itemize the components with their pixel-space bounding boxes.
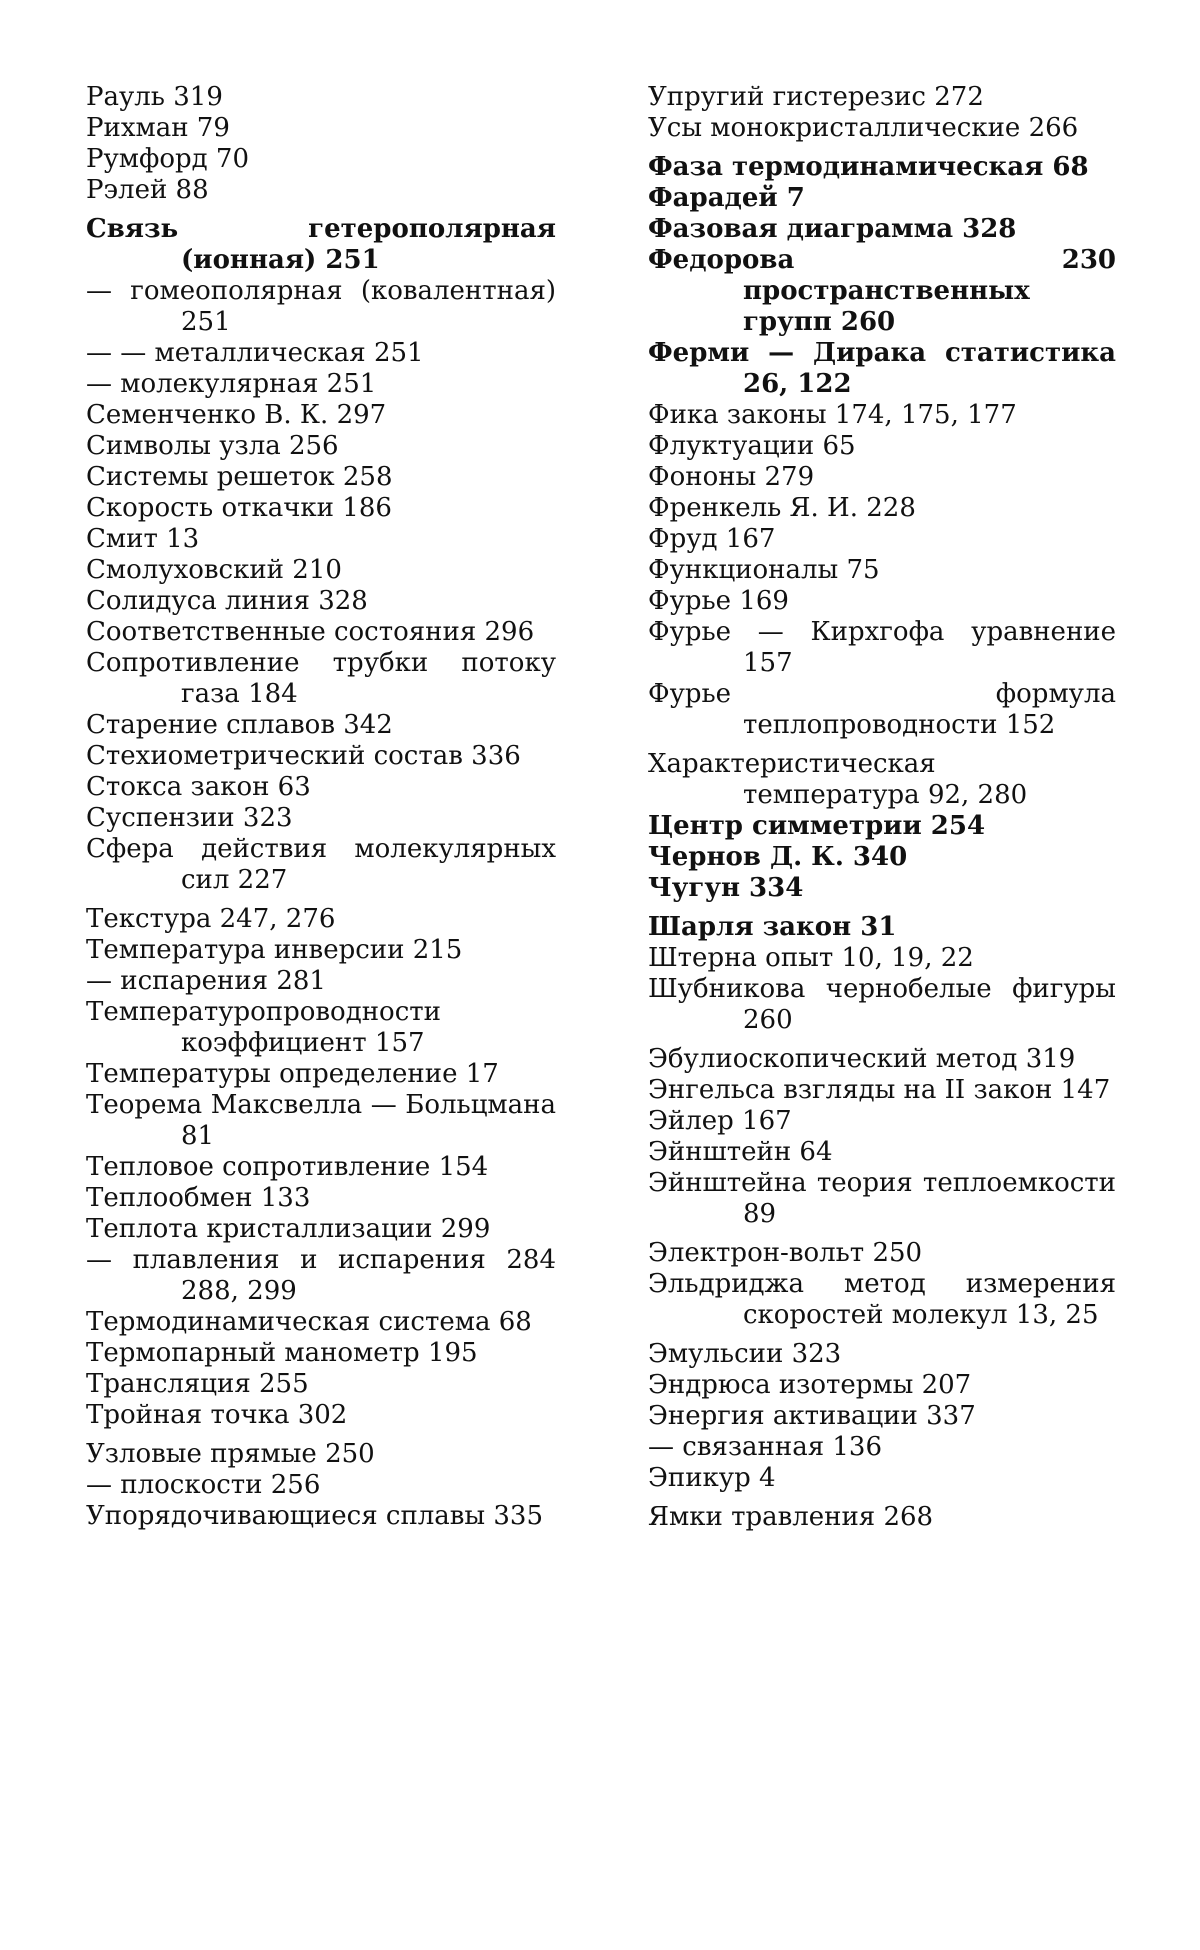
- index-entry: Флуктуации 65: [648, 431, 856, 461]
- index-entry: Тепловое сопротивление 154: [86, 1152, 489, 1182]
- index-entry: Рэлей 88: [86, 175, 209, 205]
- index-entry: Ямки травления 268: [648, 1502, 934, 1532]
- index-entry: Теорема Максвелла — Больцмана 81: [86, 1090, 556, 1151]
- index-entry: — плавления и испарения 284 288, 299: [86, 1245, 556, 1306]
- index-entry: Термодинамическая система 68: [86, 1307, 532, 1337]
- index-entry: Тройная точка 302: [86, 1400, 348, 1430]
- index-entry: Солидуса линия 328: [86, 586, 368, 616]
- index-entry: Сопротивление трубки потоку газа 184: [86, 648, 556, 709]
- index-entry: Федорова 230 пространственных групп 260: [648, 245, 1116, 337]
- index-entry: — плоскости 256: [86, 1470, 321, 1500]
- index-entry: Упругий гистерезис 272: [648, 82, 984, 112]
- index-entry: Теплообмен 133: [86, 1183, 311, 1213]
- index-entry: Стехиометрический состав 336: [86, 741, 521, 771]
- index-entry: Ферми — Дирака статистика 26, 122: [648, 338, 1116, 399]
- index-column-left: [86, 82, 556, 1532]
- index-entry: Системы решеток 258: [86, 462, 393, 492]
- index-entry: — молекулярная 251: [86, 369, 377, 399]
- index-entry: Эндрюса изотермы 207: [648, 1370, 972, 1400]
- index-entry: Семенченко В. К. 297: [86, 400, 387, 430]
- index-entry: Штерна опыт 10, 19, 22: [648, 943, 974, 973]
- index-entry: Температура инверсии 215: [86, 935, 463, 965]
- index-entry: Фаза термодинамическая 68: [648, 152, 1089, 182]
- index-entry: Румфорд 70: [86, 144, 250, 174]
- index-entry: Температуры определение 17: [86, 1059, 499, 1089]
- index-entry: Суспензии 323: [86, 803, 293, 833]
- index-entry: Френкель Я. И. 228: [648, 493, 916, 523]
- index-entry: Фононы 279: [648, 462, 815, 492]
- index-entry: Эйлер 167: [648, 1106, 792, 1136]
- index-entry: Энгельса взгляды на II закон 147: [648, 1075, 1111, 1105]
- index-entry: Фурье 169: [648, 586, 789, 616]
- index-entry: Сфера действия молекулярных сил 227: [86, 834, 556, 895]
- index-entry: Энергия активации 337: [648, 1401, 976, 1431]
- index-entry: Характеристическая температура 92, 280: [648, 749, 1028, 810]
- index-entry: — испарения 281: [86, 966, 326, 996]
- index-entry: Температуропроводности коэффициент 157: [86, 997, 441, 1058]
- index-entry: Стокса закон 63: [86, 772, 311, 802]
- index-entry: Шубникова чернобелые фигуры 260: [648, 974, 1116, 1035]
- index-entry: Чугун 334: [648, 873, 804, 903]
- index-entry: Фарадей 7: [648, 183, 805, 213]
- index-entry: Старение сплавов 342: [86, 710, 393, 740]
- index-entry: Смолуховский 210: [86, 555, 342, 585]
- index-entry: Эльдриджа метод измерения скоростей молекул 13, 25: [648, 1269, 1116, 1330]
- index-entry: Смит 13: [86, 524, 200, 554]
- index-entry: Фурье — Кирхгофа уравнение 157: [648, 617, 1116, 678]
- index-entry: Фазовая диаграмма 328: [648, 214, 1017, 244]
- index-entry: Упорядочивающиеся сплавы 335: [86, 1501, 544, 1531]
- index-entry: Соответственные состояния 296: [86, 617, 535, 647]
- index-column-right: [648, 82, 1116, 1533]
- index-entry: Трансляция 255: [86, 1369, 309, 1399]
- index-entry: Узловые прямые 250: [86, 1439, 375, 1469]
- index-entry: Эбулиоскопический метод 319: [648, 1044, 1076, 1074]
- index-entry: Фика законы 174, 175, 177: [648, 400, 1017, 430]
- index-entry: Эйнштейн 64: [648, 1137, 833, 1167]
- index-entry: — гомеополярная (ковалентная) 251: [86, 276, 556, 337]
- index-entry: — — металлическая 251: [86, 338, 424, 368]
- index-entry: Рауль 319: [86, 82, 223, 112]
- index-entry: Эмульсии 323: [648, 1339, 842, 1369]
- index-entry: Теплота кристаллизации 299: [86, 1214, 491, 1244]
- index-entry: Связь гетерополярная (ионная) 251: [86, 214, 556, 275]
- index-entry: Функционалы 75: [648, 555, 880, 585]
- index-entry: Усы монокристаллические 266: [648, 113, 1079, 143]
- index-entry: Фурье формула теплопроводности 152: [648, 679, 1116, 740]
- index-entry: Скорость откачки 186: [86, 493, 392, 523]
- index-entry: Термопарный манометр 195: [86, 1338, 478, 1368]
- index-entry: Рихман 79: [86, 113, 230, 143]
- index-entry: Чернов Д. К. 340: [648, 842, 908, 872]
- index-entry: Символы узла 256: [86, 431, 339, 461]
- index-entry: Фруд 167: [648, 524, 776, 554]
- index-entry: Шарля закон 31: [648, 912, 897, 942]
- index-entry: Центр симметрии 254: [648, 811, 986, 841]
- index-entry: Текстура 247, 276: [86, 904, 336, 934]
- index-entry: Эпикур 4: [648, 1463, 776, 1493]
- index-entry: Электрон-вольт 250: [648, 1238, 923, 1268]
- index-entry: — связанная 136: [648, 1432, 882, 1462]
- index-entry: Эйнштейна теория теплоемкости 89: [648, 1168, 1116, 1229]
